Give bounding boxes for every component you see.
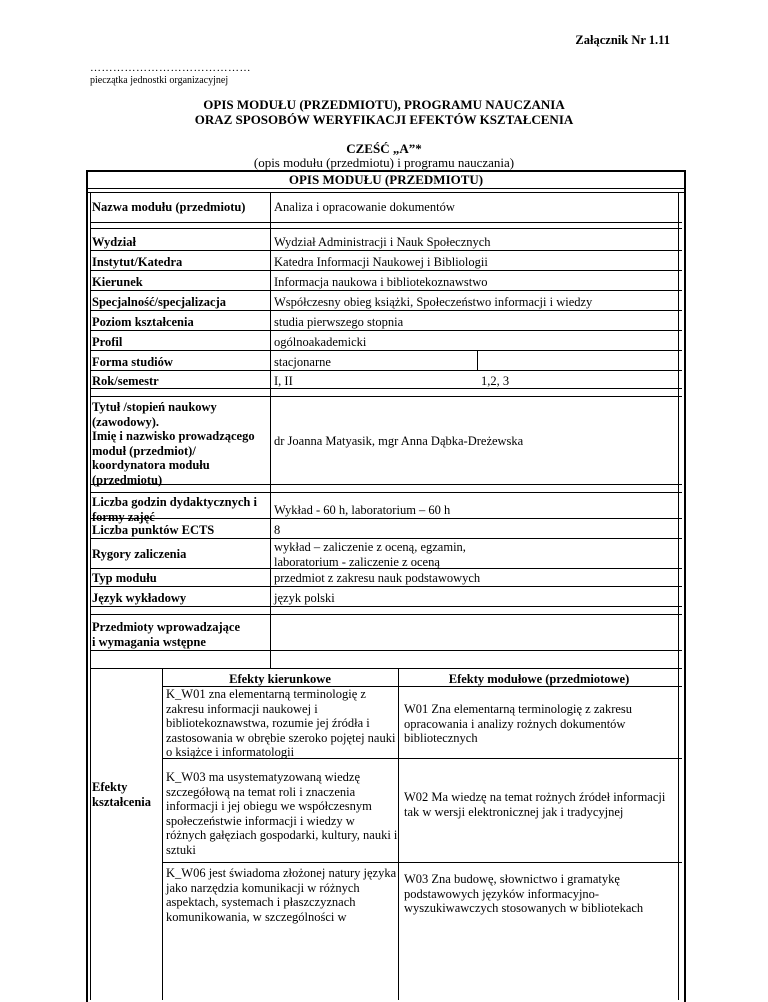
table-divider — [90, 650, 682, 651]
table-divider — [90, 222, 682, 223]
row-value-assessment: wykład – zaliczenie z oceną, egzamin, laboratorium - zaliczenie z oceną — [274, 540, 466, 569]
row-label-specialty: Specjalność/specjalizacja — [92, 295, 227, 309]
table-divider — [90, 614, 682, 615]
row-value-field: Informacja naukowa i bibliotekoznawstwo — [274, 275, 488, 289]
effect-modulowy: W01 Zna elementarną terminologię z zakresu opracowania i analizy rożnych dokumentów bibliotecznych — [404, 702, 633, 745]
row-label-prerequisites: Przedmioty wprowadzające i wymagania wstępne — [92, 620, 240, 649]
row-label-profile: Profil — [92, 335, 123, 349]
row-value-language: język polski — [274, 591, 335, 605]
row-label-institute: Instytut/Katedra — [92, 255, 183, 269]
table-divider — [90, 192, 91, 1000]
table-divider — [90, 350, 682, 351]
table-divider — [90, 270, 682, 271]
table-divider — [90, 388, 682, 389]
document-title — [0, 97, 768, 127]
row-value-module-type: przedmiot z zakresu nauk podstawowych — [274, 571, 481, 585]
row-label-module-name: Nazwa modułu (przedmiotu) — [92, 200, 246, 214]
table-divider — [90, 538, 682, 539]
stamp-label: pieczątka jednostki organizacyjnej — [90, 75, 229, 86]
effect-kierunkowy: K_W01 zna elementarną terminologię z zakresu informacji naukowej i bibliotekoznawstwa, rozumie jej źródła i zastosowania w obrębie szeroko pojętej nauki o książce i informatologii — [166, 687, 396, 759]
row-label-assessment: Rygory zaliczenia — [92, 547, 187, 561]
part-subtitle: (opis modułu (przedmiotu) i programu nauczania) — [253, 155, 515, 170]
table-divider — [90, 668, 682, 669]
title-line-2: ORAZ SPOSOBÓW WERYFIKACJI EFEKTÓW KSZTAŁCENIA — [194, 112, 574, 127]
table-divider — [90, 310, 682, 311]
part-heading: CZEŚĆ „A”* — [346, 141, 422, 156]
row-label-field: Kierunek — [92, 275, 143, 289]
effects-label: Efekty kształcenia — [92, 780, 152, 809]
row-label-language: Język wykładowy — [92, 591, 187, 605]
table-divider — [90, 228, 682, 229]
effect-modulowy: W02 Ma wiedzę na temat rożnych źródeł informacji tak w wersji elektronicznej jak i tradycyjnej — [404, 790, 666, 819]
row-value-specialty: Współczesny obieg książki, Społeczeństwo informacji i wiedzy — [274, 295, 593, 309]
row-label-year-semester: Rok/semestr — [92, 374, 159, 388]
effect-kierunkowy: K_W03 ma usystematyzowaną wiedzę szczegółową na temat roli i znaczenia informacji i jej obiegu we współczesnym społeczeństwie informacji i wiedzy w różnych gałęziach gospodarki, kultury, nauki i sztuki — [166, 770, 398, 857]
row-label-level: Poziom kształcenia — [92, 315, 194, 329]
table-section-title: OPIS MODUŁU (PRZEDMIOTU) — [288, 172, 484, 187]
effects-col-header-kierunkowe: Efekty kierunkowe — [229, 672, 331, 686]
table-divider — [90, 370, 682, 371]
row-value-module-name: Analiza i opracowanie dokumentów — [274, 200, 455, 214]
table-divider — [90, 492, 682, 493]
row-label-module-type: Typ modułu — [92, 571, 157, 585]
table-divider — [86, 192, 686, 193]
effect-modulowy: W03 Zna budowę, słownictwo i gramatykę podstawowych języków informacyjno-wyszukiwawczych stosowanych w bibliotekach — [404, 872, 644, 915]
row-label-hours: Liczba godzin dydaktycznych i formy zajęć — [92, 495, 257, 524]
attachment-number: Załącznik Nr 1.11 — [575, 33, 670, 47]
row-label-faculty: Wydział — [92, 235, 136, 249]
table-divider — [162, 668, 163, 1000]
row-value-ects: 8 — [274, 523, 281, 537]
table-divider — [90, 330, 682, 331]
table-divider — [90, 290, 682, 291]
table-divider — [86, 188, 686, 189]
effects-col-header-modulowe: Efekty modułowe (przedmiotowe) — [448, 672, 630, 686]
row-value-year: I, II — [274, 374, 293, 388]
table-divider — [477, 350, 478, 370]
row-value-lecturer: dr Joanna Matyasik, mgr Anna Dąbka-Dreżewska — [274, 434, 524, 448]
effect-kierunkowy: K_W06 jest świadoma złożonej natury języka jako narzędzia komunikacji w różnych aspektach, systemach i płaszczyznach komunikowania, w szczególności w — [166, 866, 397, 924]
table-divider — [90, 396, 682, 397]
stamp-dots: …………………………………… — [90, 62, 251, 74]
row-value-faculty: Wydział Administracji i Nauk Społecznych — [274, 235, 491, 249]
row-label-study-form: Forma studiów — [92, 355, 173, 369]
row-value-semester: 1,2, 3 — [481, 374, 510, 388]
row-label-ects: Liczba punktów ECTS — [92, 523, 215, 537]
row-label-lecturer: Tytuł /stopień naukowy (zawodowy). Imię i nazwisko prowadzącego moduł (przedmiot)/ koordynatora modułu (przedmiotu) — [92, 400, 255, 487]
table-divider — [90, 586, 682, 587]
row-value-level: studia pierwszego stopnia — [274, 315, 404, 329]
table-divider — [90, 606, 682, 607]
row-value-hours: Wykład - 60 h, laboratorium – 60 h — [274, 503, 451, 517]
title-line-1: OPIS MODUŁU (PRZEDMIOTU), PROGRAMU NAUCZANIA — [203, 97, 565, 112]
table-divider — [90, 250, 682, 251]
row-value-institute: Katedra Informacji Naukowej i Bibliologii — [274, 255, 488, 269]
table-divider — [270, 192, 271, 668]
row-value-study-form: stacjonarne — [274, 355, 331, 369]
table-divider — [398, 668, 399, 1000]
row-value-profile: ogólnoakademicki — [274, 335, 367, 349]
table-divider — [162, 862, 682, 863]
